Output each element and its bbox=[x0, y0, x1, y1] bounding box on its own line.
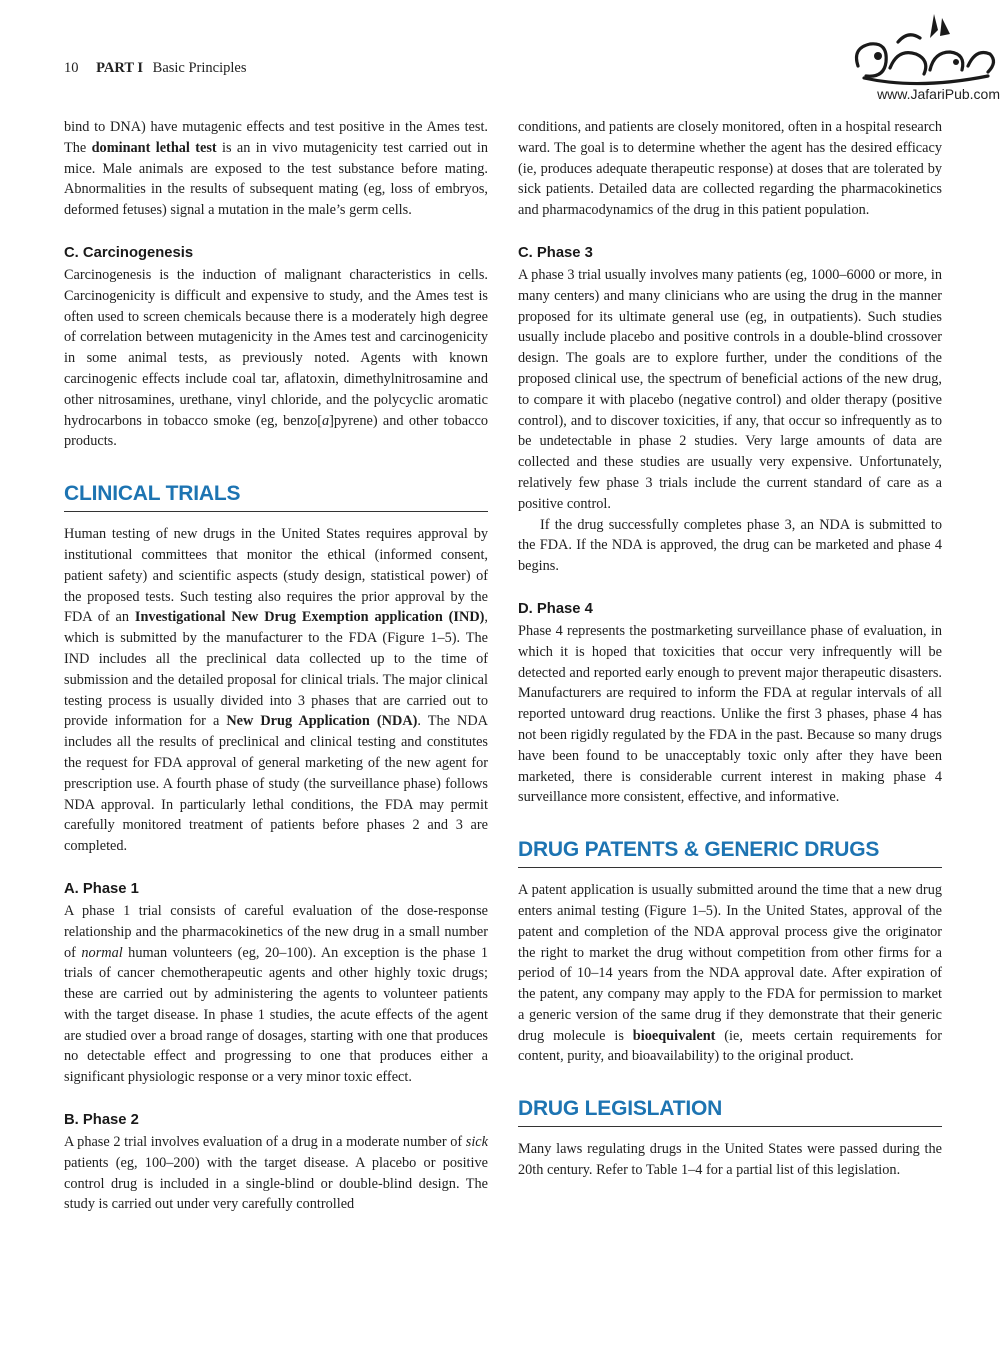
heading-phase-3: C. Phase 3 bbox=[518, 244, 593, 261]
heading-phase-2: B. Phase 2 bbox=[64, 1112, 139, 1129]
heading-phase-1: A. Phase 1 bbox=[64, 880, 139, 897]
paragraph-drug-patents: A patent application is usually submitted around the time that a new drug enters animal testing (Figure 1–5). In the United States, approval of the patent and completion of the NDA approval process give the originator the right to market the drug without competition from other firms for a period of 10–14 years from the NDA approval date. After expiration of the patent, any company may apply to the FDA for permission to market a generic version of the same drug if they demonstrate that their generic drug molecule is bioequivalent (ie, meets certain requirements for content, purity, and bioavailability) to the original product. bbox=[518, 882, 942, 1065]
paragraph-carcinogenesis: Carcinogenesis is the induction of malignant characteristics in cells. Carcinogenicity is difficult and expensive to study, and the Ames test is often used to screen chemicals because there is a moderately high degree of correlation between mutagenicity in the Ames test and carcinogenicity in some animal tests, as previously noted. Agents with known carcinogenic effects include coal tar, aflatoxin, dimethylnitrosamine and other nitrosamines, urethane, vinyl chloride, and the polycyclic aromatic hydrocarbons in tobacco smoke (eg, benzo[a]pyrene) and other tobacco products. bbox=[64, 266, 488, 450]
running-header bbox=[64, 60, 247, 77]
section-label: Basic Principles bbox=[152, 60, 247, 76]
right-column bbox=[518, 117, 942, 1181]
publisher-url: www.JafariPub.com bbox=[877, 86, 1000, 102]
heading-drug-legislation: DRUG LEGISLATION bbox=[518, 1095, 942, 1127]
heading-clinical-trials: CLINICAL TRIALS bbox=[64, 480, 488, 512]
paragraph-phase-1: A phase 1 trial consists of careful evaluation of the dose-response relationship and the pharmacokinetics of the new drug in a small number of normal human volunteers (eg, 20–100). An exception is the phase 1 trials of cancer chemotherapeutic agents and other highly toxic drugs; these are carried out by administering the agents to volunteer patients with the target disease. In phase 1 studies, the acute effects of the agent are studied over a broad range of dosages, starting with one that produces no detectable effect and progressing to one that produces either a significant physiologic response or a very minor toxic effect. bbox=[64, 902, 488, 1086]
heading-phase-4: D. Phase 4 bbox=[518, 600, 593, 617]
paragraph-phase-2: A phase 2 trial involves evaluation of a drug in a moderate number of sick patients (eg, 100–200) with the target disease. A placebo or positive control drug is included in a single-blind or double-blind design. The study is carried out under very carefully controlled bbox=[64, 1134, 488, 1213]
part-label: PART I bbox=[96, 60, 144, 76]
paragraph-phase-3-nda: If the drug successfully completes phase 3, an NDA is submitted to the FDA. If the NDA is approved, the drug can be marketed and phase 4 begins. bbox=[518, 516, 942, 575]
left-column bbox=[64, 117, 488, 1215]
paragraph-mutagenesis-cont: bind to DNA) have mutagenic effects and test positive in the Ames test. The dominant lethal test is an in vivo mutagenicity test carried out in mice. Male animals are exposed to the test substance before mating. Abnormalities in the results of subsequent mating (eg, loss of embryos, deformed fetuses) signal a mutation in the male’s germ cells. bbox=[64, 119, 488, 219]
paragraph-drug-legislation: Many laws regulating drugs in the United States were passed during the 20th century. Refer to Table 1–4 for a partial list of this legislation. bbox=[518, 1141, 942, 1179]
paragraph-phase-3: A phase 3 trial usually involves many patients (eg, 1000–6000 or more, in many centers) and many clinicians who are using the drug in the manner proposed for its ultimate general use (eg, in outpatients). Such studies usually include placebo and positive controls in a double-blind crossover design. The goals are to explore further, under the conditions of the proposed clinical use, the spectrum of beneficial actions of the new drug, to compare it with placebo (negative control) and older therapy (positive control), and to discover toxicities, if any, that occur so infrequently as to be undetectable in phase 2 studies. Very large amounts of data are collected and these studies are usually very expensive. Unfortunately, relatively few phase 3 trials include the current standard of care as a positive control. bbox=[518, 266, 942, 512]
heading-drug-patents: DRUG PATENTS & GENERIC DRUGS bbox=[518, 836, 942, 868]
page-number: 10 bbox=[64, 60, 79, 76]
paragraph-phase-4: Phase 4 represents the postmarketing surveillance phase of evaluation, in which it is hoped that toxicities that occur very infrequently will be detected and reported early enough to prevent major therapeutic disasters. Manufacturers are required to inform the FDA at regular intervals of all reported untoward drug reactions. Unlike the first 3 phases, phase 4 has not been rigidly regulated by the FDA in the past. Because so many drugs have been found to be unacceptably toxic only after they have been marketed, there is considerable current interest in making phase 4 surveillance more consistent, effective, and informative. bbox=[518, 622, 942, 806]
paragraph-phase-2-cont: conditions, and patients are closely monitored, often in a hospital research ward. The goal is to determine whether the agent has the desired efficacy (ie, produces adequate therapeutic response) at doses that are tolerated by sick patients. Detailed data are collected regarding the pharmacokinetics and pharmacodynamics of the drug in this patient population. bbox=[518, 119, 943, 219]
paragraph-clinical-trials: Human testing of new drugs in the United States requires approval by institutional committees that monitor the ethical (informed consent, patient safety) and scientific aspects (study design, statistical power) of the proposed tests. Such testing also requires the prior approval by the FDA of an Investigational New Drug Exemption application (IND), which is submitted by the manufacturer to the FDA (Figure 1–5). The IND includes all the preclinical data collected up to the time of submission and the detailed proposal for clinical trials. The major clinical testing process is usually divided into 3 phases that are carried out to provide information for a New Drug Application (NDA). The NDA includes all the results of preclinical and clinical testing and constitutes the request for FDA approval of general marketing of the new agent for prescription use. A fourth phase of study (the surveillance phase) follows NDA approval. In particularly lethal conditions, the FDA may permit carefully monitored treatment of patients before phases 2 and 3 are completed. bbox=[64, 526, 488, 855]
heading-carcinogenesis: C. Carcinogenesis bbox=[64, 244, 194, 261]
